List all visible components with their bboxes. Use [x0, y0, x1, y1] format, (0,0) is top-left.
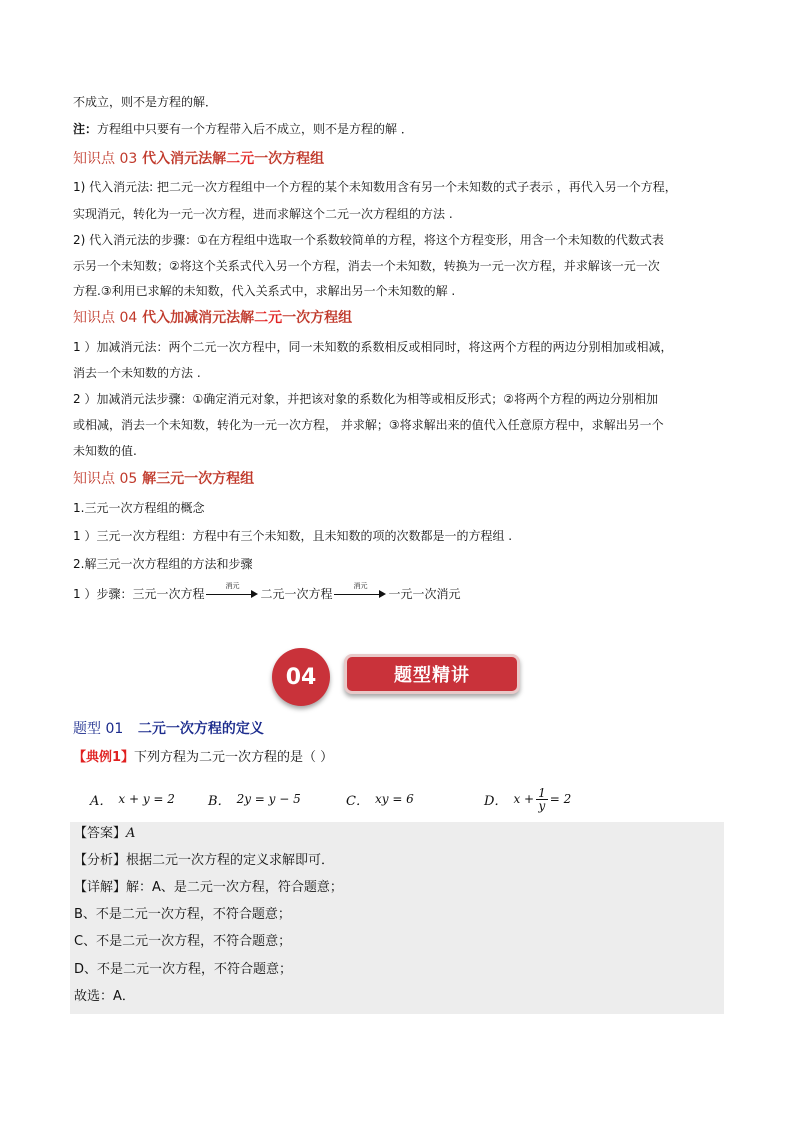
section-number-badge — [272, 648, 330, 706]
kp-title-part: 解 — [142, 471, 157, 487]
kp-title-part: 一 — [254, 151, 269, 167]
kp-title-part: 三元一次方程组 — [156, 471, 255, 487]
paragraph-line: 未知数的值. — [73, 444, 137, 458]
type-title: 二元一次方程的定义 — [137, 721, 264, 737]
flow-end: 一元一次消元 — [388, 587, 461, 601]
paragraph-line: 2) 代入消元法的步骤：①在方程组中选取一个系数较简单的方程，将这个方程变形，用含一个未知数的代数式表 — [73, 233, 664, 247]
analysis-line — [74, 853, 334, 869]
option-letter: D． — [484, 793, 508, 809]
note-text: 方程组中只要有一个方程带入后不成立，则不是方程的解 ． — [97, 122, 413, 136]
section-title-bar — [344, 654, 520, 694]
answer-label: 【答案】 — [74, 826, 127, 841]
paragraph-line: 消去一个未知数的方法 . — [73, 366, 201, 380]
answer-box — [70, 822, 724, 1014]
fraction — [536, 787, 548, 812]
knowledge-point-03-heading — [73, 150, 324, 168]
option-expression: xy = 6 — [374, 792, 414, 806]
right-arrow-icon — [334, 582, 386, 602]
detail-line: D、不是二元一次方程，不符合题意； — [74, 962, 293, 977]
kp-title-part: 二元 — [226, 151, 255, 167]
detail-text: 解：A、是二元一次方程，符合题意； — [126, 880, 343, 895]
solving-steps-flow — [73, 582, 461, 602]
paragraph-line: 1.三元一次方程组的概念 — [73, 501, 205, 515]
paragraph-line: 示另一个未知数；②将这个关系式代入另一个方程，消去一个未知数，转换为一元一次方程，并求解该一元一次 — [73, 259, 660, 273]
option-expression-post: = 2 — [549, 792, 572, 806]
paragraph-line: 方程.③利用已求解的未知数，代入关系式中，求解出另一个未知数的解 . — [73, 284, 456, 298]
kp-label: 知识点 04 — [73, 310, 138, 326]
question-text: 下列方程为二元一次方程的是（ ） — [134, 750, 334, 765]
note-line — [73, 121, 413, 137]
fraction-numerator: 1 — [538, 785, 546, 800]
option-c — [346, 784, 414, 814]
section-banner — [272, 648, 524, 706]
flow-mid: 二元一次方程 — [260, 587, 333, 601]
option-b — [208, 784, 301, 814]
kp-title-part: 代入消元法解 — [142, 151, 227, 167]
analysis-label: 【分析】 — [74, 853, 127, 868]
paragraph-line: 2.解三元一次方程组的方法和步骤 — [73, 557, 253, 571]
note-label: 注： — [73, 122, 98, 136]
right-arrow-icon — [206, 582, 258, 602]
option-a — [90, 784, 175, 814]
answer-line — [74, 826, 135, 842]
detail-line: C、不是二元一次方程，不符合题意； — [74, 934, 292, 949]
conclusion-line: 故选：A． — [74, 989, 135, 1004]
option-expression: x + y = 2 — [118, 792, 175, 806]
kp-title-part: 次方程组 — [296, 310, 353, 326]
option-d — [484, 784, 571, 814]
type-label: 题型 01 — [73, 721, 124, 737]
kp-title-part: 代入加减消元法解 — [142, 310, 255, 326]
answer-text: A — [126, 826, 136, 841]
answer-options — [90, 784, 590, 814]
arrow-label: 消元 — [225, 582, 240, 590]
analysis-text: 根据二元一次方程的定义求解即可． — [126, 853, 335, 868]
paragraph-line: 1 ）加减消元法：两个二元一次方程中，同一未知数的系数相反或相同时，将这两个方程的两边分别相加或相减， — [73, 340, 673, 354]
option-letter: B． — [208, 793, 231, 809]
option-expression: 2y = y − 5 — [236, 792, 301, 806]
section-number: 04 — [285, 664, 317, 690]
section-title: 题型精讲 — [394, 665, 470, 686]
fraction-denominator: y — [538, 798, 546, 813]
option-expression-pre: x + — [513, 792, 535, 806]
kp-title-part: 次方程组 — [268, 151, 325, 167]
example-question — [73, 750, 333, 766]
kp-label: 知识点 03 — [73, 151, 138, 167]
detail-line — [74, 880, 343, 896]
option-letter: A． — [90, 793, 113, 809]
paragraph-line: 1) 代入消元法: 把二元一次方程组中一个方程的某个未知数用含有另一个未知数的式子表示 ，再代入另一个方程， — [73, 180, 677, 194]
paragraph-line: 实现消元，转化为一元一次方程，进而求解这个二元一次方程组的方法 . — [73, 207, 453, 221]
detail-label: 【详解】 — [74, 880, 127, 895]
question-type-heading — [73, 720, 264, 738]
flow-prefix: 1 ）步骤：三元一次方程 — [73, 587, 205, 601]
knowledge-point-04-heading — [73, 309, 352, 327]
arrow-label: 消元 — [353, 582, 368, 590]
knowledge-point-05-heading — [73, 470, 254, 488]
option-letter: C． — [346, 793, 369, 809]
detail-line: B、不是二元一次方程，不符合题意； — [74, 907, 291, 922]
paragraph-line: 1 ）三元一次方程组：方程中有三个未知数，且未知数的项的次数都是一的方程组 . — [73, 529, 513, 543]
paragraph-line: 不成立，则不是方程的解． — [73, 95, 218, 109]
kp-title-part: 一 — [282, 310, 297, 326]
kp-title-part: 二元 — [254, 310, 283, 326]
example-tag: 【典例1】 — [73, 750, 135, 765]
kp-label: 知识点 05 — [73, 471, 138, 487]
paragraph-line: 2 ）加减消元法步骤：①确定消元对象，并把该对象的系数化为相等或相反形式；②将两个方程的两边分别相加 — [73, 392, 658, 406]
paragraph-line: 或相减，消去一个未知数，转化为一元一次方程， 并求解；③将求解出来的值代入任意原方程中，求解出另一个 — [73, 418, 664, 432]
